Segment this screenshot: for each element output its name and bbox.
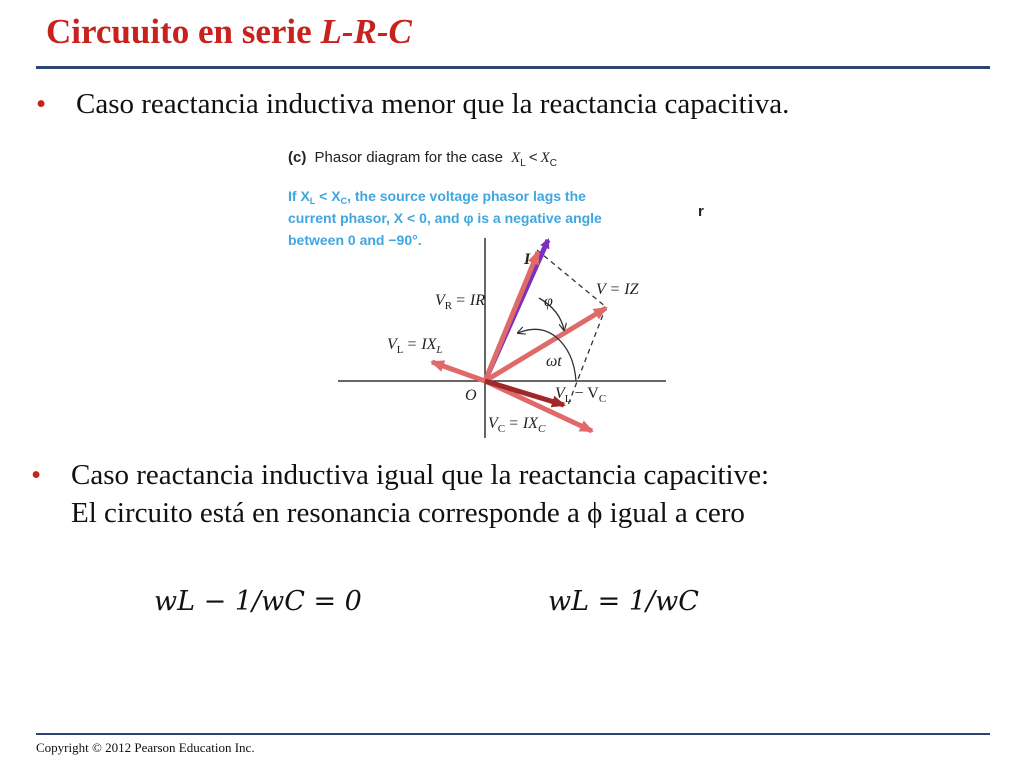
caption-line-2: current phasor, X < 0, and φ is a negative angle xyxy=(288,210,602,226)
bullet-marker: • xyxy=(36,88,47,120)
figure-caption xyxy=(288,188,602,248)
title-circuit-type: L-R-C xyxy=(320,12,412,51)
label-origin: O xyxy=(465,387,477,404)
bullet-text: Caso reactancia inductiva menor que la reactancia capacitiva. xyxy=(76,88,790,120)
bullet-text-line-1: Caso reactancia inductiva igual que la reactancia capacitive: xyxy=(71,459,770,491)
bullet-marker: • xyxy=(31,459,42,491)
inductor-voltage-arrow xyxy=(432,362,485,381)
phasor-diagram xyxy=(282,140,722,440)
label-current: I xyxy=(524,251,531,268)
footer-divider xyxy=(36,733,990,735)
label-source-voltage: V = IZ xyxy=(596,281,639,298)
caption-trailing-char: r xyxy=(698,203,704,220)
label-inductor-voltage: $V_L = IX_L$ xyxy=(387,336,443,356)
label-capacitor-voltage: $V_C = IX_C$ xyxy=(488,415,546,435)
label-phi: φ xyxy=(544,293,553,310)
label-omega-t: ωt xyxy=(546,353,562,370)
title-main: Circuuito en serie xyxy=(46,12,312,51)
title-divider xyxy=(36,66,990,69)
figure-heading-text: Phasor diagram for the case xyxy=(314,149,503,166)
caption-line-3: between 0 and −90°. xyxy=(288,232,422,248)
figure-heading: (c) Phasor diagram for the case $X_L < X_C$ xyxy=(288,149,558,169)
label-resistor-voltage: $V_R$ = IR xyxy=(435,292,486,312)
slide-title xyxy=(46,12,412,52)
figure-heading-tag: (c) xyxy=(288,149,307,166)
copyright-footer: Copyright © 2012 Pearson Education Inc. xyxy=(36,740,255,755)
equation-resonance-condition: wL − 1/wC = 0 xyxy=(154,586,362,617)
resistor-voltage-arrow xyxy=(485,252,538,381)
label-net-reactive-voltage: $V_L - V_C$ xyxy=(555,385,607,405)
caption-line-1: If $X_L < X_C$, the source voltage phasor lags the xyxy=(288,188,586,206)
figure-heading-cond: X xyxy=(511,150,521,166)
bullet-text-line-2: El circuito está en resonancia corresponde a ϕ igual a cero xyxy=(71,497,745,529)
equation-resonance-result: wL = 1/wC xyxy=(548,586,699,617)
